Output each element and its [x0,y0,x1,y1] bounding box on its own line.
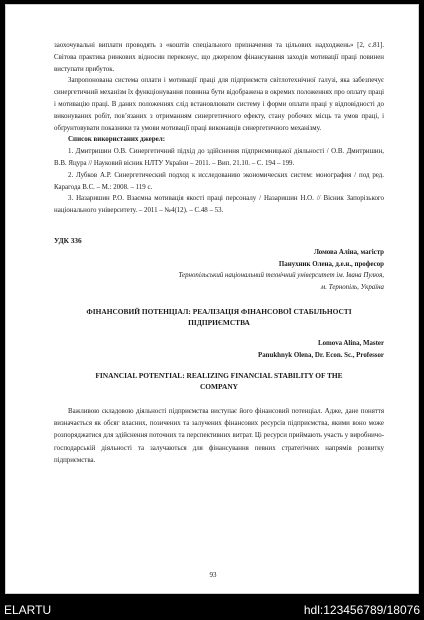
author-line: Панухник Олена, д.е.н., професор [278,260,384,268]
paragraph: заохочувальні виплати проводять з «коштів спеціального призначення та цільових надходжень» [2, с.81]. Світова практика ринкових відносин переконує, що джерелом фінансування заходів мотивації праці повинен виступати прибуток. [54,42,384,73]
author-line: Ломова Аліна, магістр [313,248,384,256]
sources-title: Список використаних джерел: [68,135,166,144]
viewer-footer [0,598,424,620]
affiliation-line: м. Тернопіль, Україна [320,284,384,292]
author-line-en: Panukhnyk Olena, Dr. Econ. Sc., Professor [258,351,384,359]
udk-code: УДК 336 [54,235,82,245]
document-page [5,4,419,594]
paragraph: Запропонована система оплати і мотивації праці для підприємств світлотехнічної галузі, яка забезпечує синергетичний механізм їх функціонування повинна бути відображена в окремих положеннях про оплату праці і мотивацію праці. В даних положеннях слід встановлювати систему і форми оплати праці у відповідності до виконуваних робіт, пов’язаних з отриманням синергетичного ефекту, стану робочих місць та умов праці, і обґрунтовувати показники та умови мотивації праці виконавців синергетичного механізму. [54,77,384,132]
repository-label: ELARTU [4,603,52,617]
page-number: 93 [209,571,217,579]
reference-item: 2. Лубков А.Р. Синергетический подход к исследованию экономических систем: монография / под ред. Карагода В.С. – М.: 2008. – 119 с. [54,171,384,191]
article-title-en: FINANCIAL POTENTIAL: REALIZING FINANCIAL STABILITY OF THE COMPANY [95,370,343,391]
author-line-en: Lomova Alina, Master [317,339,384,347]
reference-item: 1. Дмитришин О.В. Синергетичний підхід до здійснення підприємницької діяльності / О.В. Дмитришин, В.В. Яцура // Науковий вісник НЛТУ України – 2011. – Вип. 21.10. – С. 194 – 199. [54,148,384,167]
body-paragraph: Важливою складовою діяльності підприємства виступає його фінансовий потенціал. Адже, дане поняття визначається як обсяг власних, позичених та залучених фінансових ресурсів підприємства, якими воно може розпоряджатися для здійснення поточних та перспективних витрат. Ці ресурси приймають участь у виробничо-господарській діяльності та залучаються для фінансування певних стратегічних напрямів розвитку підприємства. [54,407,384,465]
page-content [54,40,384,468]
article-title-ua: ФІНАНСОВИЙ ПОТЕНЦІАЛ: РЕАЛІЗАЦІЯ ФІНАНСОВОЇ СТАБІЛЬНОСТІ ПІДПРИЄМСТВА [86,306,352,327]
handle-link[interactable]: hdl:123456789/18076 [303,603,420,617]
reference-item: 3. Назаришин Р.О. Взаємна мотивація якості праці персоналу / Назаришин Н.О. // Вісник Запорізького національного університету. – 2011 – №4(12). – С.48 – 53. [54,195,384,215]
affiliation-line: Тернопільський національний технічний університет ім. Івана Пулюя, [178,272,384,280]
